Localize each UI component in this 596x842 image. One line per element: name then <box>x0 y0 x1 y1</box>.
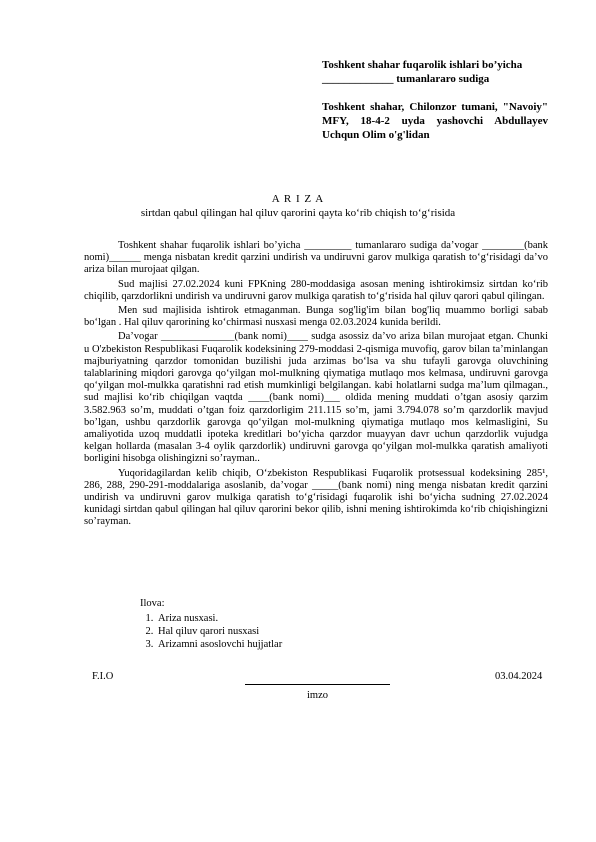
addressee-court-line2: _____________ tumanlararo sudiga <box>322 73 490 85</box>
document-date: 03.04.2024 <box>495 671 543 682</box>
attachment-item: 2. Hal qiluv qarori nusxasi <box>156 625 282 638</box>
addressee-block <box>322 58 548 142</box>
attachment-item: 3. Arizamni asoslovchi hujjatlar <box>156 638 282 651</box>
body-paragraph: Da’vogar ______________(bank nomi)____ sudga asossiz da’vo ariza bilan murojaat etgan. Chunki u O'zbekiston Respublikasi Fuqarolik kodeksining 279-moddasi 2-qismiga muvofiq, garov bilan ta’minlangan majburiyatning qarzdor tomonidan buzilishi juda arzimas bo‘lsa va shu tufayli garovga oluvchining talablarining miqdori garovga qo‘yilgan mol-mulkning qiymatiga mutlaqo mos kelmasa, undiruvni garovga qo‘yilgan mol-mulkka qaratishni rad etish mumkinligi belgilangan. kabi holatlarni sudga ma’lum qilmagan., sud majlisi ko‘rib chiqilgan vaqtda ____(bank nomi)___ oldida mening muddati o’tgan asosiy qarzim 3.582.963 so’m, muddati o’tgan foiz qarzdorligim 211.115 so’m, jami 3.794.078 so’m qarzdorlik mavjud bo’lgan, ushbu qarzdorlik garovga qo‘yilgan mol-mulkning qiymatiga mutlaqo mos kelmasligini, Su amaliyotida uzoq muddatli ipoteka kreditlari bo‘yicha qarzdor muayyan davr uchun qarzdorlik vujudga kelgan hollarda (masalan 3-4 oylik qarzdorlik) undiruvni garovga qo‘yilgan mol-mulkka qaratish amaliyoti borligini hisobga olishingizni so’rayman.. <box>84 331 548 465</box>
body-paragraph: Toshkent shahar fuqarolik ishlari bo’yicha _________ tumanlararo sudiga da’vogar ________(bank nomi)______ menga nisbatan kredit qarzini undirish va undiruvni garov mulkiga qaratish to‘g‘risidagi da’vo ariza bilan murojaat qilgan. <box>84 240 548 276</box>
attachments-heading: Ilova: <box>140 598 165 609</box>
fio-label: F.I.O <box>92 671 114 682</box>
addressee-court-line1: Toshkent shahar fuqarolik ishlari bo’yicha <box>322 59 523 71</box>
body-paragraph: Yuqoridagilardan kelib chiqib, O‘zbekiston Respublikasi Fuqarolik protsessual kodeksining 285¹, 286, 288, 290-291-moddalariga asoslanib, da’vogar _____(bank nomi) ning menga nisbatan kredit qarzini undirish va undiruvni garov mulkiga qaratish to‘g‘risidagi fuqarolik ishi bo‘yicha sudning 27.02.2024 kunidagi sirtdan qabul qilingan hal qiluv qarorini bekor qilib, ishni mening ishtirokimda ko‘rib chiqishingizni so’rayman. <box>84 467 548 528</box>
attachments-section <box>140 597 282 651</box>
body-paragraph: Men sud majlisida ishtirok etmaganman. Bunga sog'lig'im bilan bog'liq muammo borligi sabab bo‘lgan . Hal qiluv qarorining ko‘chirmasi nusxasi menga 02.03.2024 kunida berildi. <box>84 305 548 329</box>
body-paragraph: Sud majlisi 27.02.2024 kuni FPKning 280-moddasiga asosan mening ishtirokimsiz sirtdan ko‘rib chiqilib, qarzdorlikni undirish va undiruvni garov mulkiga qaratish to‘g‘risida hal qiluv qarori qabul qilingan. <box>84 278 548 302</box>
attachment-item: 1. Ariza nusxasi. <box>156 612 282 625</box>
document-subtitle: sirtdan qabul qilingan hal qiluv qarorini qayta ko‘rib chiqish to‘g‘risida <box>140 207 456 219</box>
attachments-list <box>140 612 282 651</box>
applicant-info: Toshkent shahar, Chilonzor tumani, "Navoiy" MFY, 18-4-2 uyda yashovchi Abdullayev Uchqun Olim o'g'lidan <box>322 101 548 141</box>
document-body <box>84 240 548 531</box>
document-title: A R I Z A <box>271 193 325 205</box>
signature-line <box>245 684 390 685</box>
signature-label: imzo <box>307 690 328 701</box>
